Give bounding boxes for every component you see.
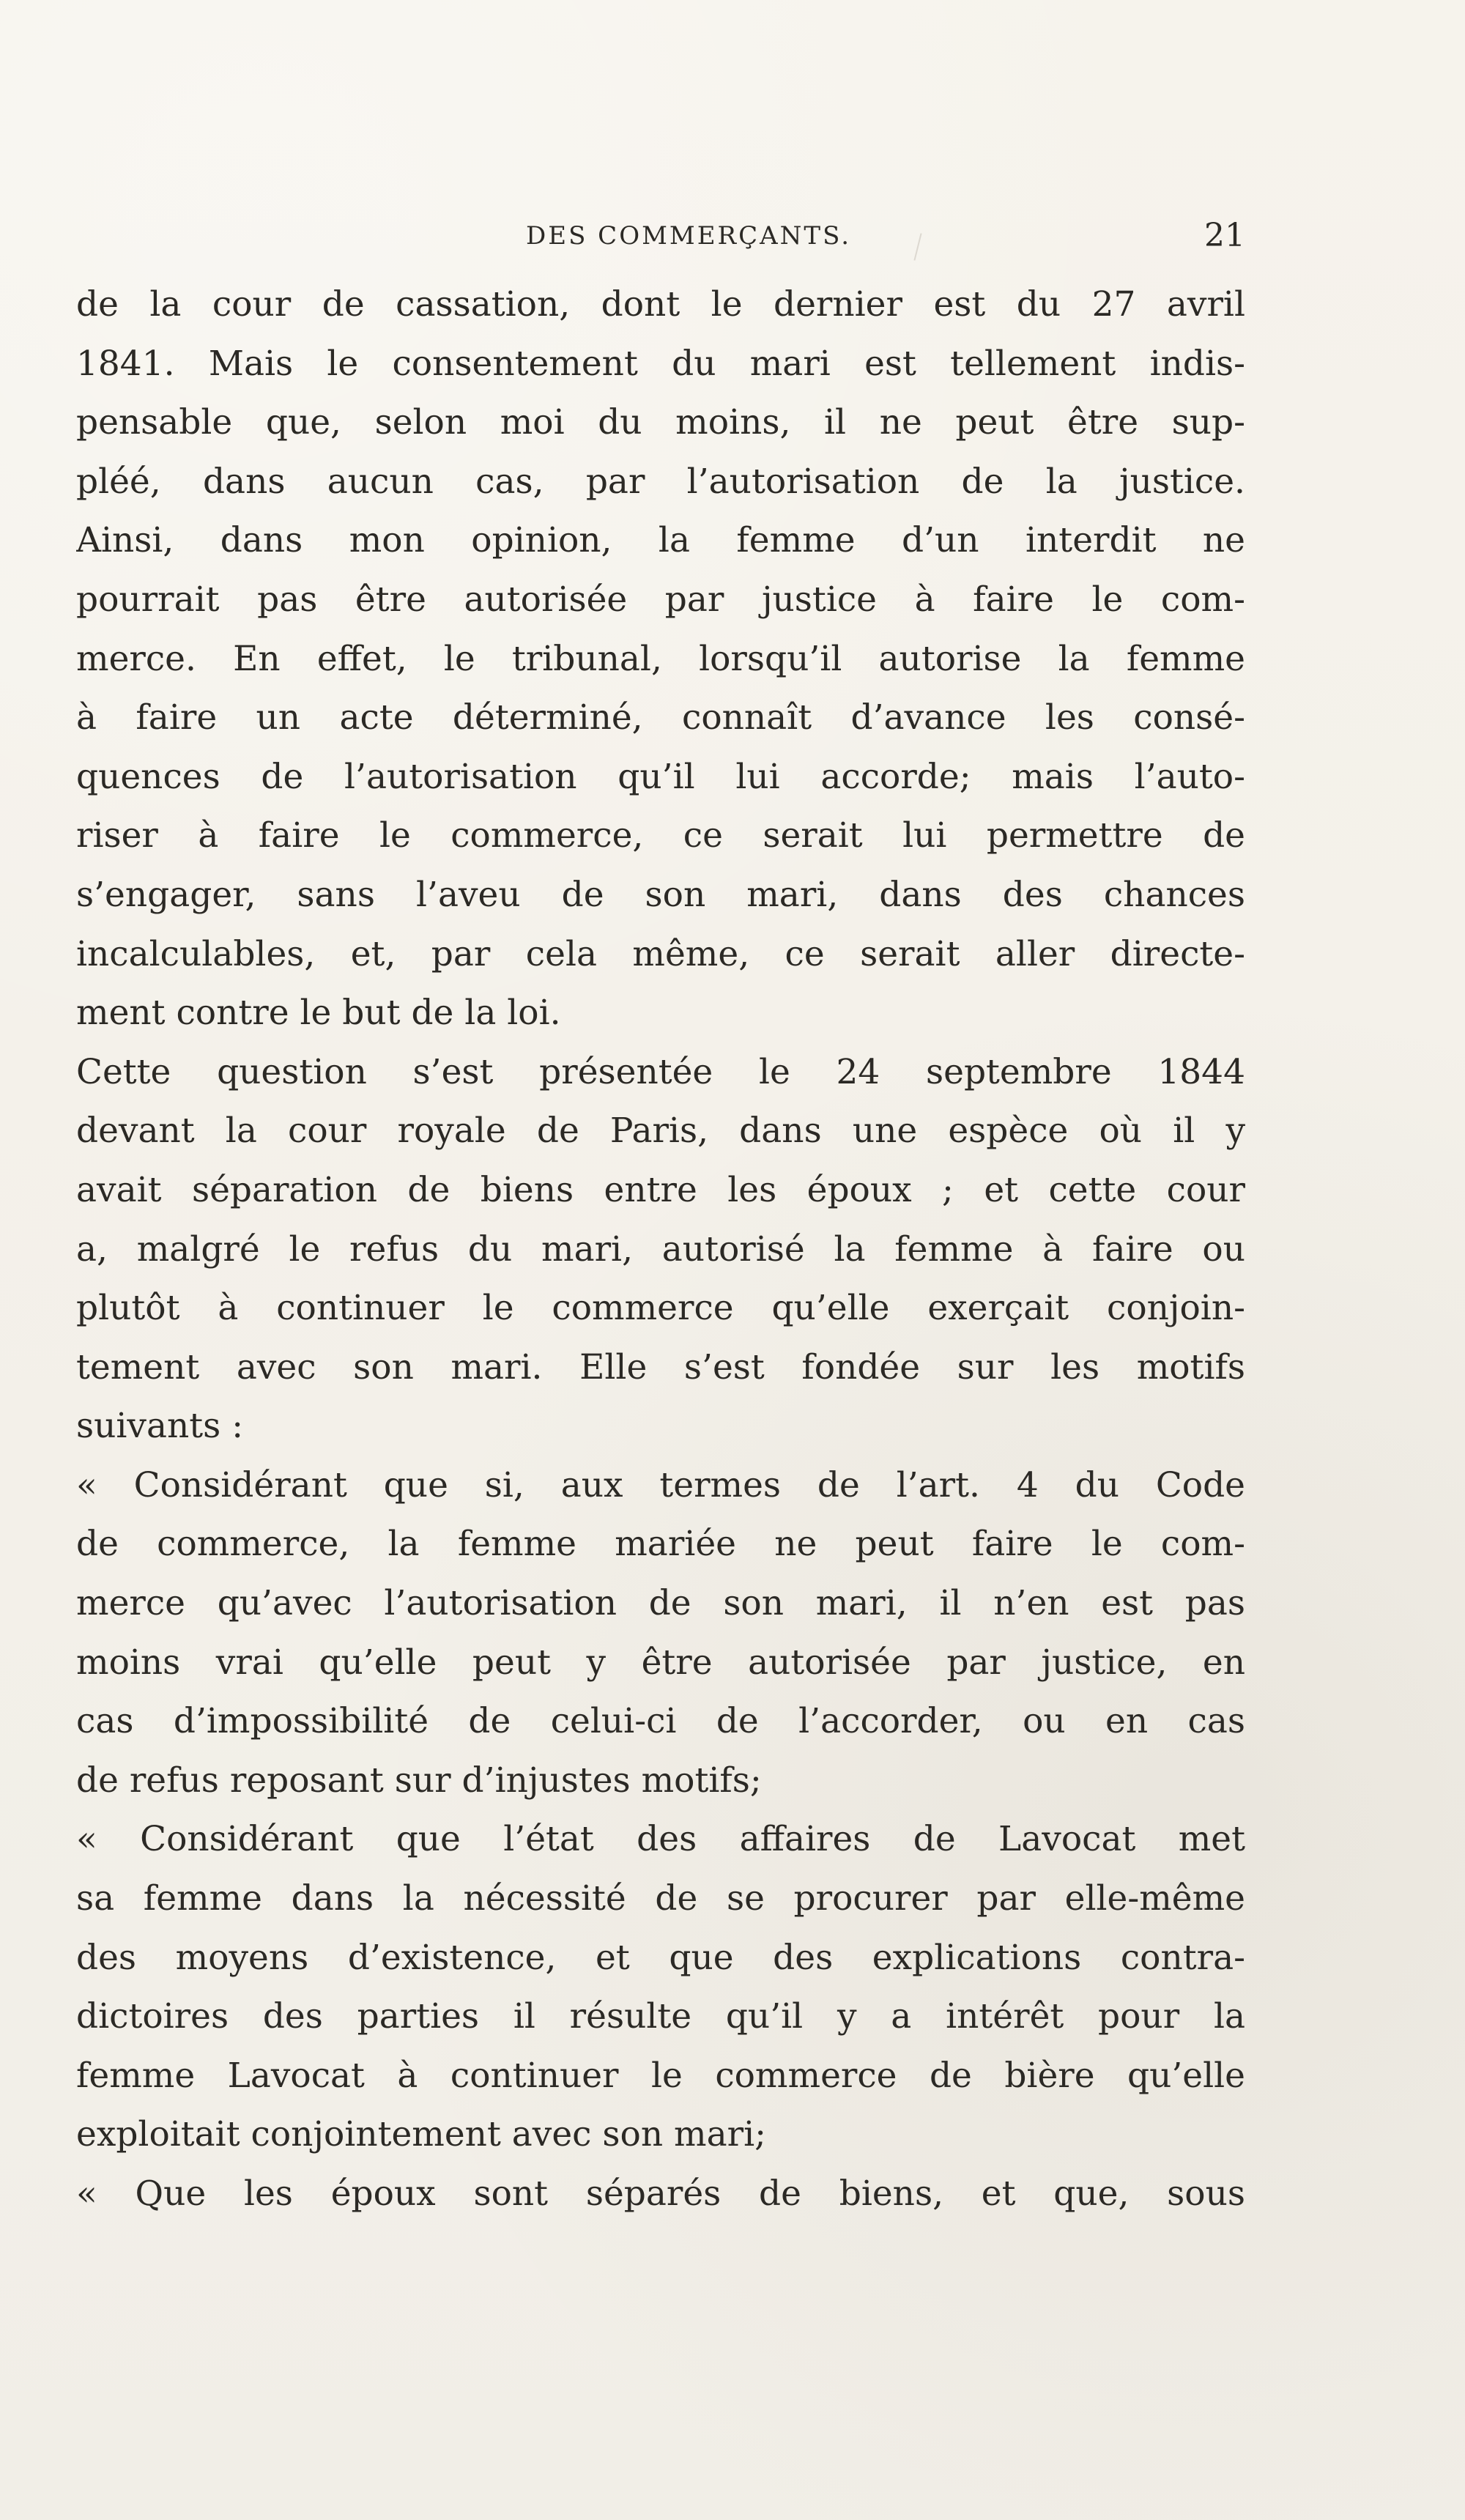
text-line: quences de l’autorisation qu’il lui accorde; mais l’auto- bbox=[76, 756, 1245, 797]
text-line: « Considérant que si, aux termes de l’art. 4 du Code bbox=[76, 1464, 1245, 1505]
text-line: « Considérant que l’état des affaires de Lavocat met bbox=[76, 1819, 1245, 1860]
text-line: pourrait pas être autorisée par justice à faire le com- bbox=[76, 579, 1245, 620]
text-line: pensable que, selon moi du moins, il ne peut être sup- bbox=[76, 402, 1245, 443]
text-line: à faire un acte déterminé, connaît d’avance les consé- bbox=[76, 697, 1245, 738]
page-header bbox=[76, 214, 1245, 258]
text-line: Cette question s’est présentée le 24 septembre 1844 bbox=[76, 1051, 1245, 1092]
text-line: avait séparation de biens entre les époux ; et cette cour bbox=[76, 1169, 1245, 1210]
text-line: Ainsi, dans mon opinion, la femme d’un interdit ne bbox=[76, 520, 1245, 561]
text-line: riser à faire le commerce, ce serait lui permettre de bbox=[76, 815, 1245, 856]
page-number: 21 bbox=[1204, 217, 1245, 254]
text-line: merce. En effet, le tribunal, lorsqu’il autorise la femme bbox=[76, 638, 1245, 679]
text-line: a, malgré le refus du mari, autorisé la femme à faire ou bbox=[76, 1228, 1245, 1270]
text-line: devant la cour royale de Paris, dans une espèce où il y bbox=[76, 1111, 1245, 1152]
body-text bbox=[76, 275, 1245, 2224]
text-line: merce qu’avec l’autorisation de son mari, il n’en est pas bbox=[76, 1583, 1245, 1624]
text-line: femme Lavocat à continuer le commerce de bière qu’elle bbox=[76, 2055, 1245, 2096]
text-line: exploitait conjointement avec son mari; bbox=[76, 2114, 766, 2155]
text-line: plutôt à continuer le commerce qu’elle exerçait conjoin- bbox=[76, 1288, 1245, 1329]
text-line: des moyens d’existence, et que des explications contra- bbox=[76, 1937, 1245, 1978]
text-line: moins vrai qu’elle peut y être autorisée par justice, en bbox=[76, 1642, 1245, 1683]
text-line: tement avec son mari. Elle s’est fondée sur les motifs bbox=[76, 1346, 1245, 1387]
text-line: cas d’impossibilité de celui-ci de l’accorder, ou en cas bbox=[76, 1701, 1245, 1742]
running-title: DES COMMERÇANTS. bbox=[526, 221, 851, 251]
text-line: dictoires des parties il résulte qu’il y a intérêt pour la bbox=[76, 1996, 1245, 2037]
text-line: « Que les époux sont séparés de biens, et que, sous bbox=[76, 2174, 1245, 2214]
text-line: de refus reposant sur d’injustes motifs; bbox=[76, 1760, 762, 1801]
text-line: s’engager, sans l’aveu de son mari, dans des chances bbox=[76, 874, 1245, 915]
text-line: ment contre le but de la loi. bbox=[76, 993, 561, 1034]
text-line: incalculables, et, par cela même, ce serait aller directe- bbox=[76, 933, 1245, 974]
text-line: sa femme dans la nécessité de se procurer par elle-même bbox=[76, 1878, 1245, 1919]
text-line: pléé, dans aucun cas, par l’autorisation de la justice. bbox=[76, 461, 1245, 502]
text-line: de la cour de cassation, dont le dernier est du 27 avril bbox=[76, 284, 1245, 325]
text-line: 1841. Mais le consentement du mari est tellement indis- bbox=[76, 343, 1245, 384]
text-line: suivants : bbox=[76, 1406, 244, 1447]
text-line: de commerce, la femme mariée ne peut faire le com- bbox=[76, 1524, 1245, 1565]
